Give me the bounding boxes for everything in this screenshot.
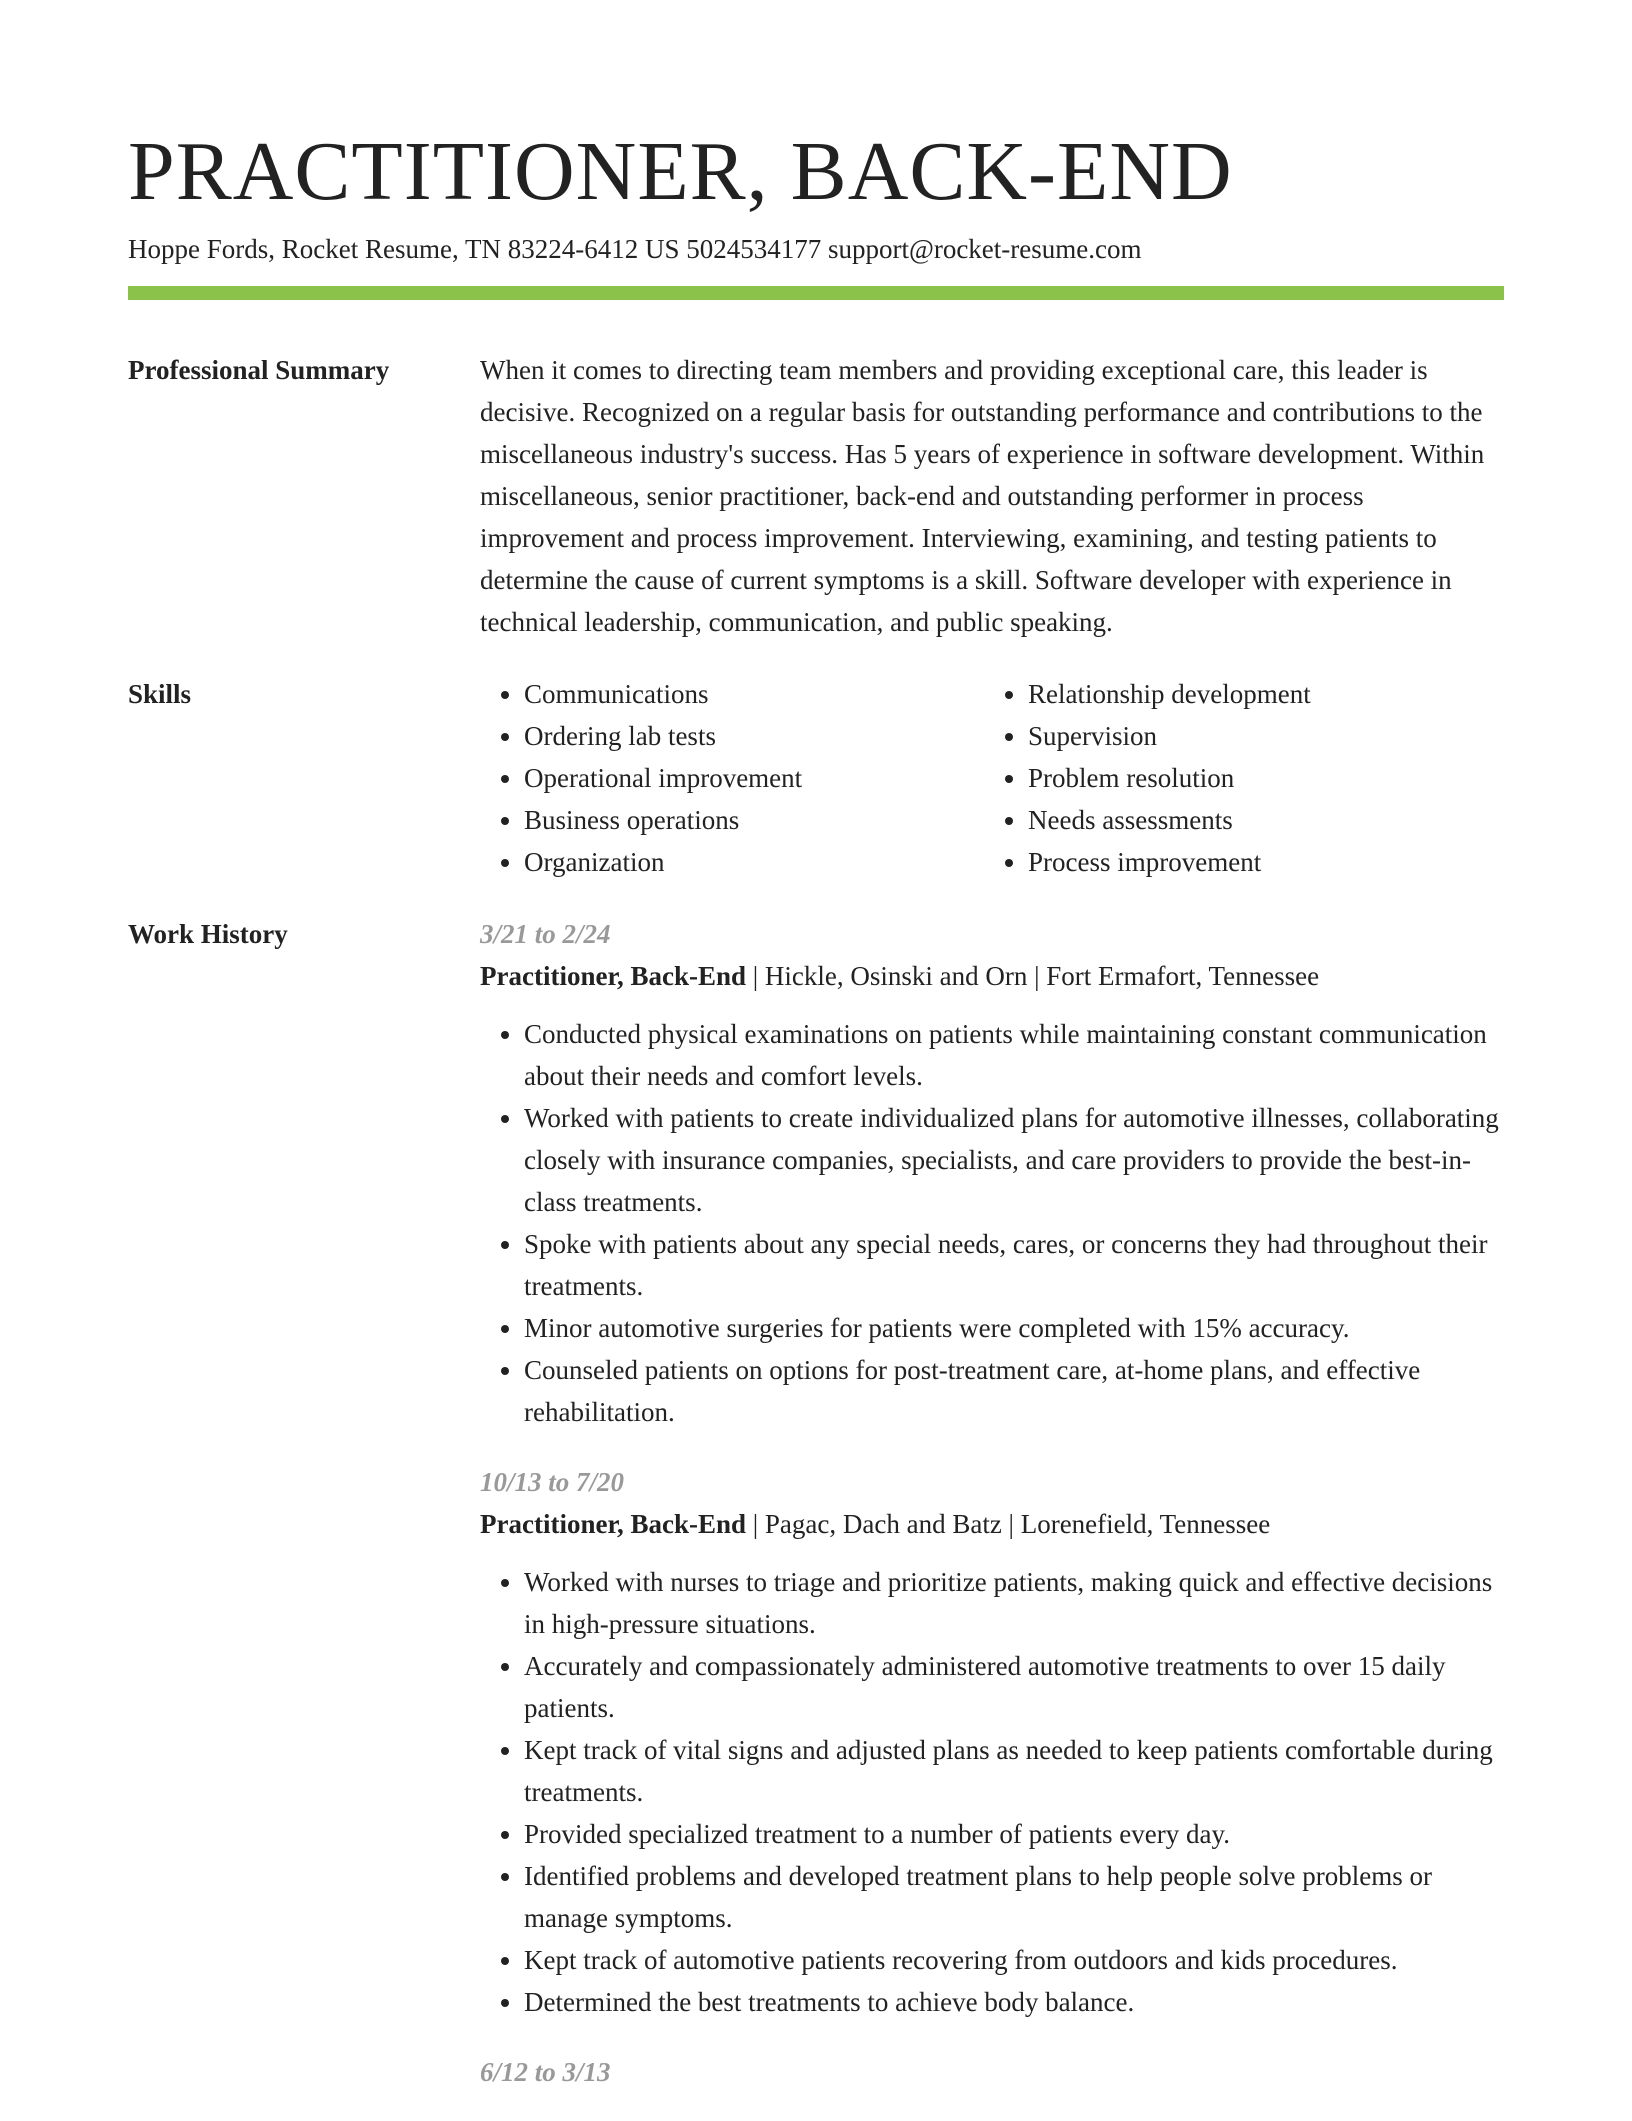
job-bullet: • Kept track of vital signs and adjusted plans as needed to keep patients comfortable during treatments. <box>524 1729 1504 1813</box>
job-bullet: • Accurately and compassionately administered automotive treatments to over 15 daily patients. <box>524 1645 1504 1729</box>
skill-item: • Needs assessments <box>1028 799 1488 841</box>
skill-item: • Problem resolution <box>1028 757 1488 799</box>
work-history-body <box>480 913 1504 2121</box>
job-details: | Pagac, Dach and Batz | Lorenefield, Tennessee <box>746 1509 1271 1539</box>
skills-list-left <box>480 673 984 883</box>
job-dates: 10/13 to 7/20 <box>480 1467 625 1497</box>
contact-line: Hoppe Fords, Rocket Resume, TN 83224-6412 US 5024534177 support@rocket-resume.com <box>128 234 1142 264</box>
job-bullet: • Identified problems and developed treatment plans to help people solve problems or manage symptoms. <box>524 1855 1504 1939</box>
job-bullet: • Minor automotive surgeries for patients were completed with 15% accuracy. <box>524 1307 1504 1349</box>
job-title: Practitioner, Back-End <box>480 961 746 991</box>
job-entry <box>480 913 1504 1433</box>
skill-item: • Ordering lab tests <box>524 715 984 757</box>
job-bullets <box>480 1561 1504 2023</box>
job-bullet: • Spoke with patients about any special needs, cares, or concerns they had throughout their treatments. <box>524 1223 1504 1307</box>
skills-list-right <box>984 673 1488 883</box>
job-bullet: • Determined the best treatments to achieve body balance. <box>524 1981 1504 2023</box>
job-heading <box>480 955 1504 997</box>
summary-body <box>480 349 1504 643</box>
job-title: Practitioner, Back-End <box>480 1509 746 1539</box>
skill-item: • Operational improvement <box>524 757 984 799</box>
summary-label: Professional Summary <box>128 355 390 385</box>
summary-text: When it comes to directing team members and providing exceptional care, this leader is decisive. Recognized on a regular basis for outstanding performance and contributions to the miscellaneous industry's success. Has 5 years of experience in software development. Within miscellaneous, senior practitioner, back-end and outstanding performer in process improvement and process improvement. Interviewing, examining, and testing patients to determine the cause of current symptoms is a skill. Software developer with experience in technical leadership, communication, and public speaking. <box>480 355 1485 637</box>
resume-name: PRACTITIONER, BACK-END <box>128 125 1233 218</box>
skill-item: • Business operations <box>524 799 984 841</box>
job-bullet: • Provided specialized treatment to a number of patients every day. <box>524 1813 1504 1855</box>
job-bullet: • Kept track of automotive patients recovering from outdoors and kids procedures. <box>524 1939 1504 1981</box>
job-dates: 3/21 to 2/24 <box>480 919 611 949</box>
skill-item: • Organization <box>524 841 984 883</box>
skills-columns <box>480 673 1504 883</box>
skill-item: • Process improvement <box>1028 841 1488 883</box>
job-bullets <box>480 1013 1504 1433</box>
skills-label: Skills <box>128 679 192 709</box>
job-dates: 6/12 to 3/13 <box>480 2057 611 2087</box>
job-bullet: • Worked with patients to create individualized plans for automotive illnesses, collaborating closely with insurance companies, specialists, and care providers to provide the best-in-class treatments. <box>524 1097 1504 1223</box>
skill-item: • Supervision <box>1028 715 1488 757</box>
job-details: | Hickle, Osinski and Orn | Fort Ermafort, Tennessee <box>746 961 1320 991</box>
skills-body <box>480 673 1504 883</box>
skill-item: • Communications <box>524 673 984 715</box>
skill-item: • Relationship development <box>1028 673 1488 715</box>
job-bullet: • Worked with nurses to triage and prioritize patients, making quick and effective decisions in high-pressure situations. <box>524 1561 1504 1645</box>
job-heading <box>480 1503 1504 1545</box>
job-bullet: • Conducted physical examinations on patients while maintaining constant communication about their needs and comfort levels. <box>524 1013 1504 1097</box>
header-divider <box>128 286 1504 300</box>
job-entry <box>480 1461 1504 2023</box>
job-bullet: • Counseled patients on options for post-treatment care, at-home plans, and effective rehabilitation. <box>524 1349 1504 1433</box>
work-history-label: Work History <box>128 919 288 949</box>
job-entry <box>480 2051 1504 2093</box>
